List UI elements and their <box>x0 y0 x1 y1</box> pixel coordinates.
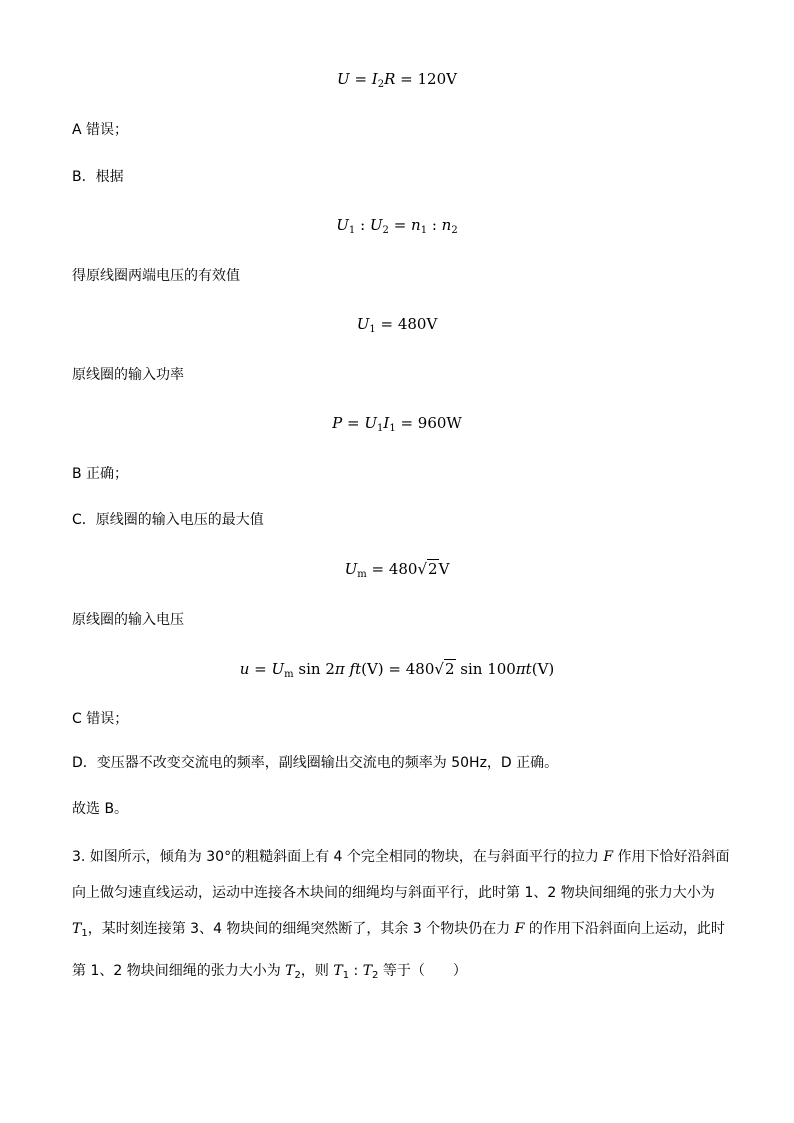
formula-result: = 960W <box>395 414 462 432</box>
symbol-u1: U <box>356 315 370 333</box>
unit: (V) <box>531 660 555 678</box>
subscript: m <box>357 569 367 580</box>
equals-sign: = <box>349 70 372 88</box>
symbol-u1: U <box>336 216 349 234</box>
symbol-t2: T <box>362 963 373 979</box>
symbol-n2: n <box>441 216 452 234</box>
subscript: 1 <box>420 225 428 236</box>
option-d-statement: D．变压器不改变交流电的频率，副线圈输出交流电的频率为 50Hz，D 正确。 <box>72 755 559 771</box>
subscript: 1 <box>377 423 384 434</box>
symbol-u: U <box>337 70 350 88</box>
symbol-um: U <box>271 660 285 678</box>
radicand: 2 <box>444 660 455 678</box>
primary-input-voltage-text: 原线圈的输入电压 <box>72 612 184 628</box>
question-3-line-4 <box>72 960 467 982</box>
subscript: 2 <box>382 225 389 236</box>
symbol-u: u <box>239 660 250 678</box>
symbol-pit: πt <box>515 660 532 678</box>
formula-max-voltage <box>0 558 794 580</box>
symbol-t1: T <box>72 921 82 937</box>
symbol-u2: U <box>369 216 383 234</box>
symbol-t1: T <box>333 963 343 979</box>
formula-instantaneous-voltage <box>0 658 794 680</box>
subscript: 2 <box>372 970 379 981</box>
ratio-colon: : <box>349 963 363 979</box>
formula-value: = 480 <box>366 560 418 578</box>
subscript: m <box>284 669 294 680</box>
subscript: 1 <box>389 423 396 434</box>
symbol-p: P <box>332 414 343 432</box>
formula-power <box>0 412 794 434</box>
question-text: 作用下恰好沿斜面 <box>613 849 730 865</box>
radical-sign: √ <box>417 560 428 578</box>
formula-value: (V) = 480 <box>361 660 435 678</box>
option-c-label: C．原线圈的输入电压的最大值 <box>72 512 264 528</box>
question-3-line-1 <box>72 846 730 868</box>
question-3-line-3 <box>72 918 725 940</box>
question-text: ，某时刻连接第 3、4 物块间的细绳突然断了，其余 3 个物块仍在力 <box>87 921 515 937</box>
ratio-colon: : <box>427 216 442 234</box>
primary-voltage-text: 得原线圈两端电压的有效值 <box>72 268 240 284</box>
formula-u-equals-i2r <box>0 68 794 90</box>
symbol-um: U <box>344 560 358 578</box>
symbol-f: F <box>603 849 614 865</box>
equals-sign: = <box>342 414 365 432</box>
unit: V <box>438 560 450 578</box>
subscript: 2 <box>377 79 385 90</box>
square-root <box>417 558 438 580</box>
formula-u1-480v <box>0 313 794 335</box>
symbol-f: F <box>514 921 525 937</box>
equals-sign: = <box>388 216 412 234</box>
question-text: 第 1、2 物块间细绳的张力大小为 <box>72 963 286 979</box>
subscript: 2 <box>451 225 458 236</box>
subscript: 1 <box>348 225 356 236</box>
radical-sign: √ <box>434 660 444 678</box>
symbol-r: R <box>384 70 396 88</box>
question-text: ，则 <box>300 963 334 979</box>
formula-result: = 480V <box>375 315 438 333</box>
primary-power-text: 原线圈的输入功率 <box>72 367 184 383</box>
subscript: 1 <box>81 928 88 939</box>
sine-function: sin 2 <box>293 660 335 678</box>
option-b-right: B 正确； <box>72 466 129 482</box>
formula-voltage-turns-ratio <box>0 214 794 236</box>
question-text: 的作用下沿斜面向上运动，此时 <box>524 921 725 937</box>
symbol-ft: ft <box>344 660 362 678</box>
sine-function: sin 100 <box>455 660 516 678</box>
square-root <box>434 658 455 680</box>
symbol-u1: U <box>364 414 377 432</box>
symbol-n1: n <box>411 216 421 234</box>
formula-result: = 120V <box>395 70 457 88</box>
subscript: 2 <box>294 970 301 981</box>
ratio-colon: : <box>355 216 370 234</box>
answer-choice: 故选 B。 <box>72 801 129 817</box>
option-b-label: B．根据 <box>72 169 124 185</box>
question-text: 3. 如图所示，倾角为 30°的粗糙斜面上有 4 个完全相同的物块，在与斜面平行的拉力 <box>72 849 604 865</box>
radicand: 2 <box>428 560 438 578</box>
equals-sign: = <box>249 660 272 678</box>
symbol-i: I <box>371 70 378 88</box>
option-c-wrong: C 错误； <box>72 711 129 727</box>
symbol-pi: π <box>334 660 345 678</box>
symbol-t2: T <box>285 963 295 979</box>
symbol-i1: I <box>383 414 390 432</box>
option-a-wrong: A 错误； <box>72 122 129 138</box>
subscript: 1 <box>369 324 376 335</box>
subscript: 1 <box>342 970 350 981</box>
question-3-line-2: 向上做匀速直线运动，运动中连接各木块间的细绳均与斜面平行，此时第 1、2 物块间细绳的张力大小为 <box>72 885 715 901</box>
question-text: 等于（ ） <box>378 963 467 979</box>
